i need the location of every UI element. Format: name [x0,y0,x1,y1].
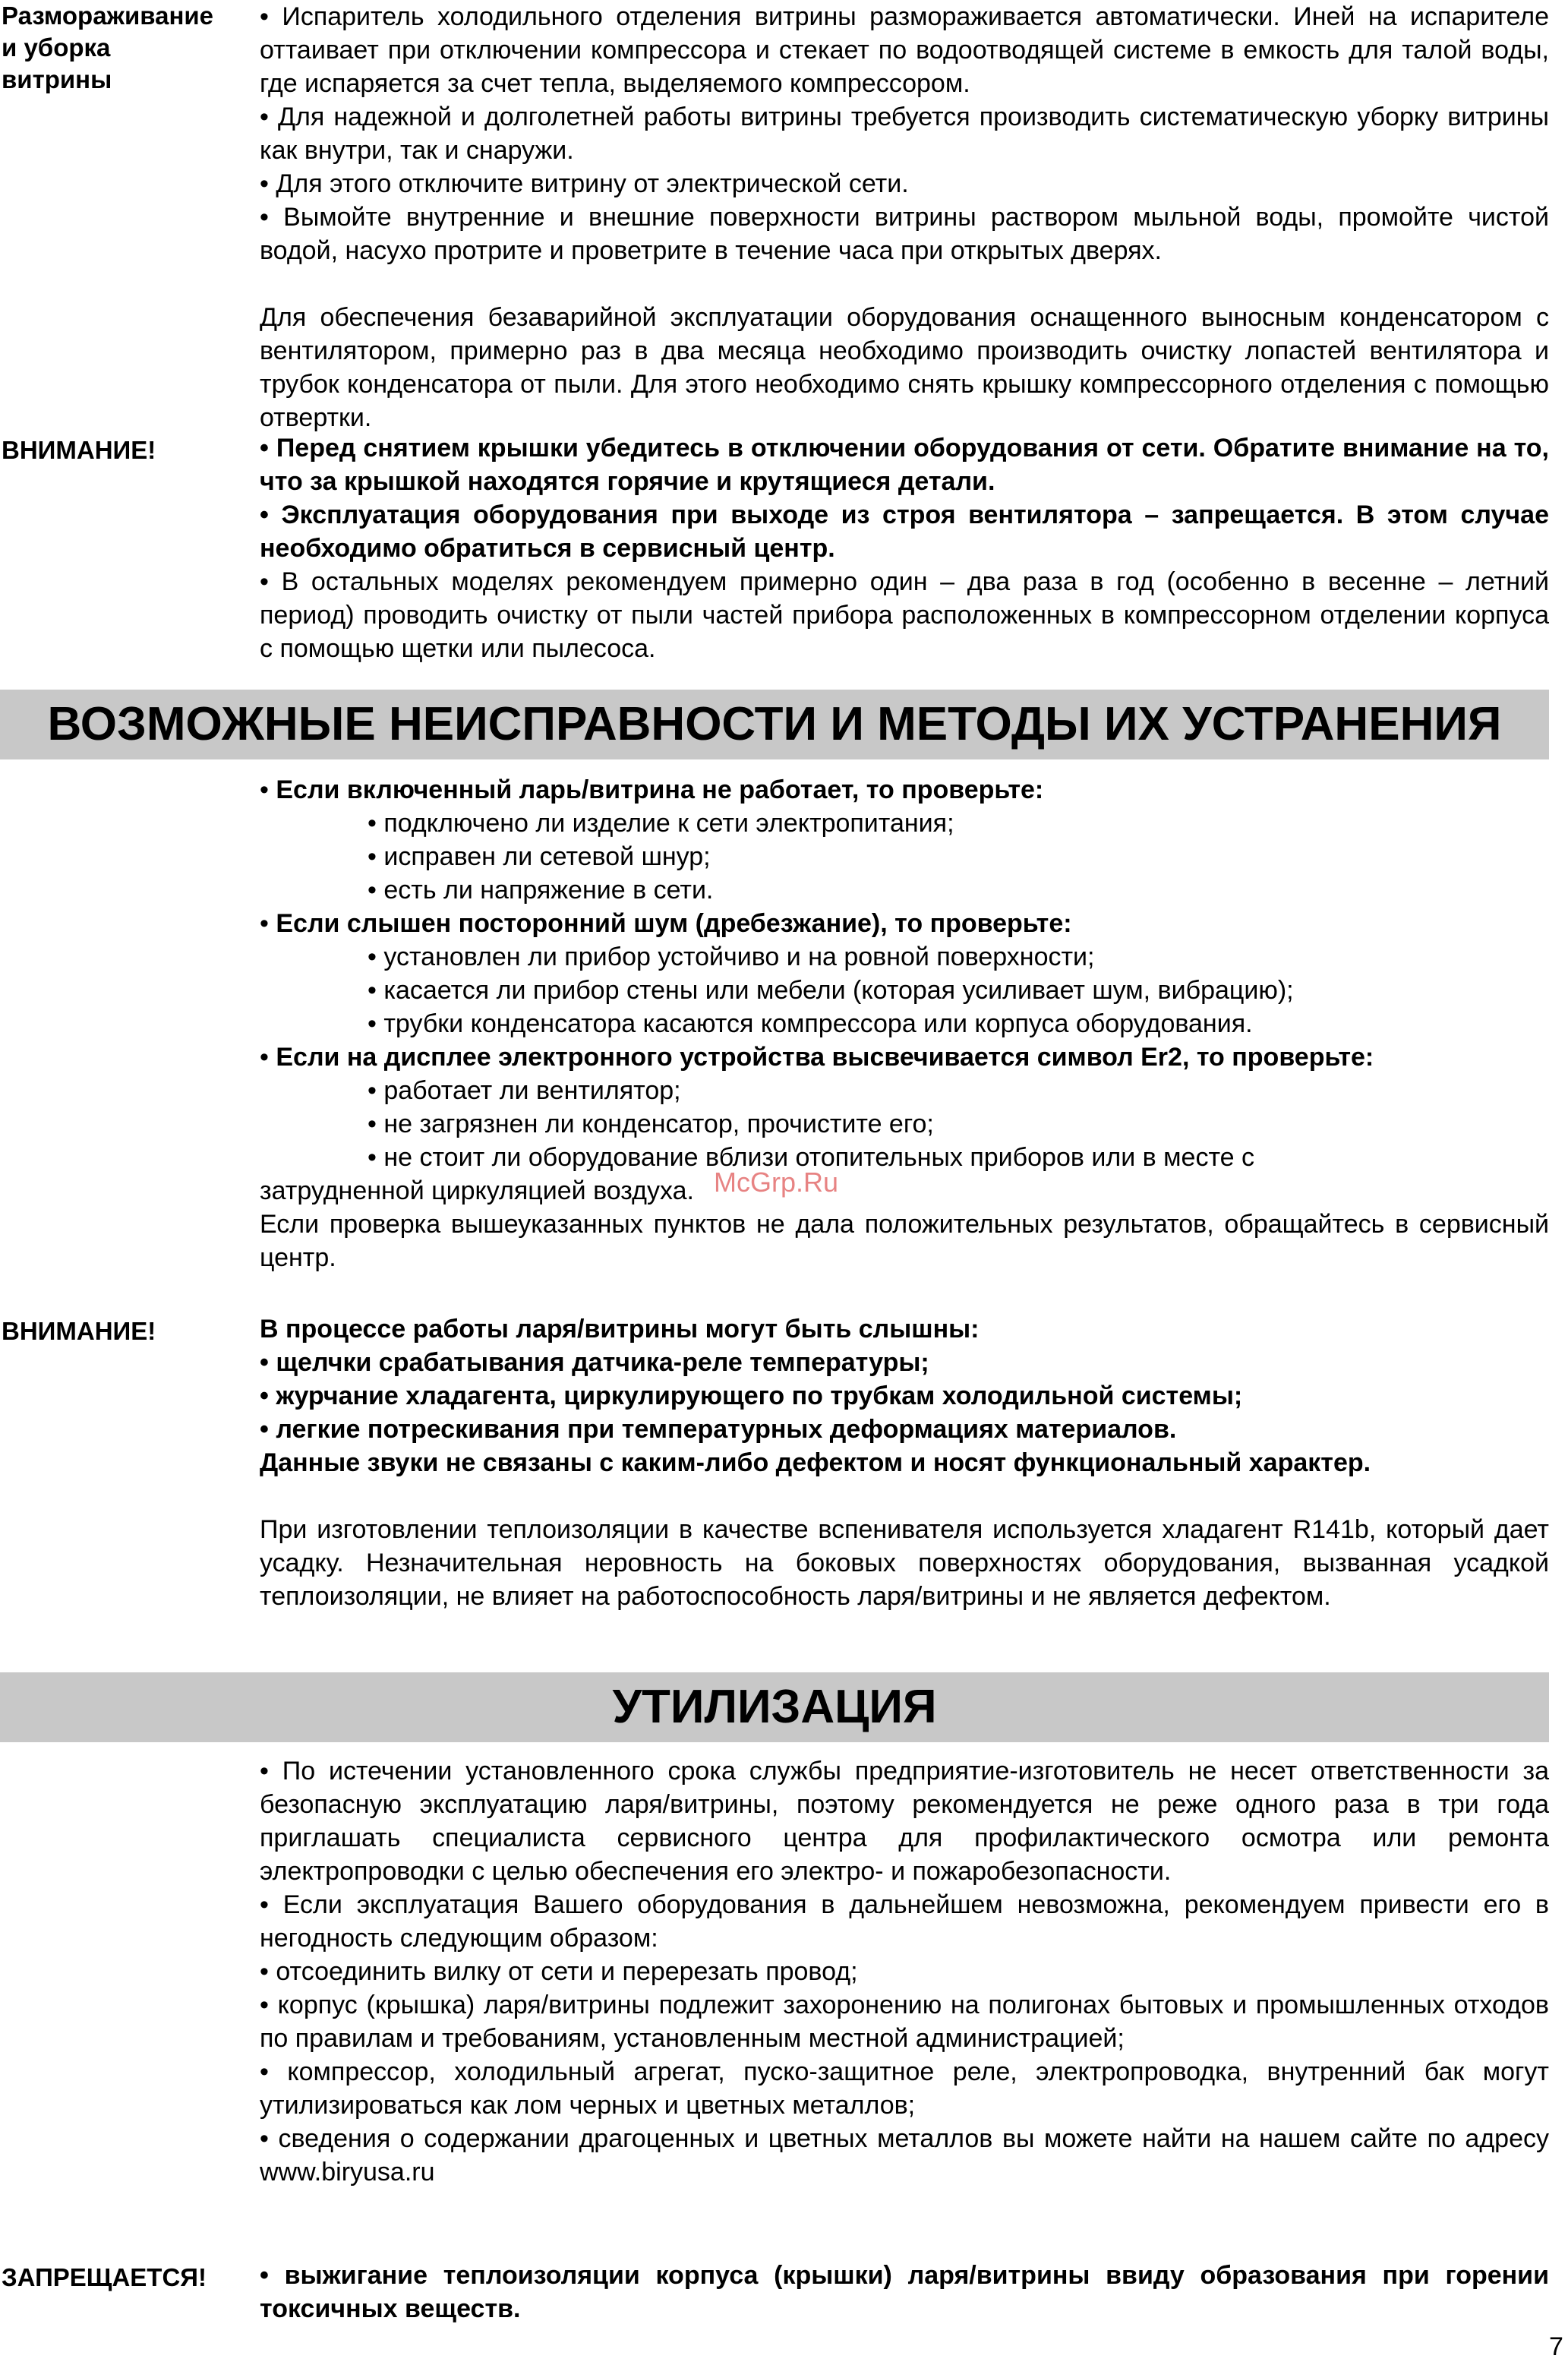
side-label-defrost [2,0,252,96]
warning-line: • щелчки срабатывания датчика-реле температуры; [260,1348,929,1377]
warning-label: ВНИМАНИЕ! [2,1317,156,1345]
paragraph: • отсоединить вилку от сети и перерезать провод; [260,1957,858,1986]
warning-line: Данные звуки не связаны с каким-либо дефектом и носят функциональный характер. [260,1448,1371,1477]
paragraph: Для обеспечения безаварийной эксплуатации оборудования оснащенного выносным конденсатором с вентилятором, примерно раз в два месяца необходимо производить очистку лопастей вентилятора и трубок конденсатора от пыли. Для этого необходимо снять крышку компрессорного отделения с помощью отвертки. [260,303,1549,432]
list-item: • исправен ли сетевой шнур; [368,842,711,871]
page-number: 7 [1549,2332,1563,2361]
disposal-text [260,1754,1549,2189]
section-banner-disposal: УТИЛИЗАЦИЯ [0,1672,1549,1742]
paragraph: • По истечении установленного срока службы предприятие-изготовитель не несет ответственности за безопасную эксплуатацию ларя/витрины, поэтому рекомендуется не реже одного раза в три года приглашать специалиста сервисного центра для профилактического осмотра или ремонта электропроводки с целью обеспечения его электро- и пожаробезопасности. [260,1757,1549,1886]
paragraph: • компрессор, холодильный агрегат, пуско-защитное реле, электропроводка, внутренний бак могут утилизироваться как лом черных и цветных металлов; [260,2057,1549,2120]
paragraph: • сведения о содержании драгоценных и цветных металлов вы можете найти на нашем сайте по адресу www.biryusa.ru [260,2124,1549,2187]
warning-line: • журчание хладагента, циркулирующего по трубкам холодильной системы; [260,1381,1243,1410]
paragraph: • Вымойте внутренние и внешние поверхности витрины раствором мыльной воды, промойте чистой водой, насухо протрите и проветрите в течение часа при открытых дверях. [260,203,1549,265]
list-item-continuation: затрудненной циркуляцией воздуха. [260,1176,694,1205]
paragraph: • Для надежной и долголетней работы витрины требуется производить систематическую уборку витрины как внутри, так и снаружи. [260,103,1549,165]
fault-heading: • Если включенный ларь/витрина не работает, то проверьте: [260,775,1044,804]
paragraph: • Для этого отключите витрину от электрической сети. [260,169,909,198]
fault-heading-text: Если на дисплее электронного устройства высвечивается символ Er2, то проверьте: [276,1043,1374,1072]
defrost-text [260,0,1549,434]
paragraph: • Испаритель холодильного отделения витрины размораживается автоматически. Иней на испарителе оттаивает при отключении компрессора и стекает по водоотводящей системе в емкость для талой воды, где испаряется за счет тепла, выделяемого компрессором. [260,2,1549,98]
warning-text [260,431,1549,665]
paragraph: • Если эксплуатация Вашего оборудования в дальнейшем невозможна, рекомендуем привести его в негодность следующим образом: [260,1890,1549,1953]
warning-text [260,1312,1549,1613]
side-label-line: витрины [2,65,112,93]
warning-paragraph: • Эксплуатация оборудования при выходе из строя вентилятора – запрещается. В этом случае необходимо обратиться в сервисный центр. [260,500,1549,563]
paragraph: • корпус (крышка) ларя/витрины подлежит захоронению на полигонах бытовых и промышленных отходов по правилам и требованиям, установленным местной администрацией; [260,1991,1549,2053]
fault-heading-text: Если включенный ларь/витрина не работает, то проверьте: [276,775,1044,804]
side-label-line: Размораживание [2,2,214,30]
paragraph: Если проверка вышеуказанных пунктов не дала положительных результатов, обращайтесь в сервисный центр. [260,1210,1549,1272]
fault-heading-text: Если слышен посторонний шум (дребезжание), то проверьте: [276,909,1072,938]
list-item: • касается ли прибор стены или мебели (которая усиливает шум, вибрацию); [368,976,1294,1005]
paragraph: При изготовлении теплоизоляции в качестве вспенивателя используется хладагент R141b, который дает усадку. Незначительная неровность на боковых поверхностях оборудования, вызванная усадкой теплоизоляции, не влияет на работоспособность ларя/витрины и не является дефектом. [260,1515,1549,1611]
prohibited-paragraph: • выжигание теплоизоляции корпуса (крышки) ларя/витрины ввиду образования при горении токсичных веществ. [260,2261,1549,2323]
faults-text [260,773,1549,1274]
warning-line: В процессе работы ларя/витрины могут быть слышны: [260,1315,980,1344]
list-item: • подключено ли изделие к сети электропитания; [368,809,954,838]
warning-paragraph: • Перед снятием крышки убедитесь в отключении оборудования от сети. Обратите внимание на то, что за крышкой находятся горячие и крутящиеся детали. [260,434,1549,496]
list-item: • не загрязнен ли конденсатор, прочистите его; [368,1110,934,1138]
warning-line: • легкие потрескивания при температурных деформациях материалов. [260,1415,1177,1444]
list-item: • трубки конденсатора касаются компрессора или корпуса оборудования. [368,1009,1253,1038]
prohibited-label: ЗАПРЕЩАЕТСЯ! [2,2263,207,2291]
warning-label: ВНИМАНИЕ! [2,436,156,464]
prohibited-text [260,2259,1549,2326]
side-label-line: и уборка [2,33,111,62]
watermark: McGrp.Ru [714,1167,839,1198]
list-item: • не стоит ли оборудование вблизи отопительных приборов или в месте с [368,1143,1254,1172]
list-item: • установлен ли прибор устойчиво и на ровной поверхности; [368,943,1095,971]
fault-heading: • Если слышен посторонний шум (дребезжание), то проверьте: [260,909,1072,938]
paragraph: • В остальных моделях рекомендуем примерно один – два раза в год (особенно в весенне – летний период) проводить очистку от пыли частей прибора расположенных в компрессорном отделении корпуса с помощью щетки или пылесоса. [260,567,1549,663]
fault-heading: • Если на дисплее электронного устройства высвечивается символ Er2, то проверьте: [260,1043,1374,1072]
list-item: • есть ли напряжение в сети. [368,876,714,905]
list-item: • работает ли вентилятор; [368,1076,681,1105]
section-banner-faults: ВОЗМОЖНЫЕ НЕИСПРАВНОСТИ И МЕТОДЫ ИХ УСТРАНЕНИЯ [0,690,1549,759]
